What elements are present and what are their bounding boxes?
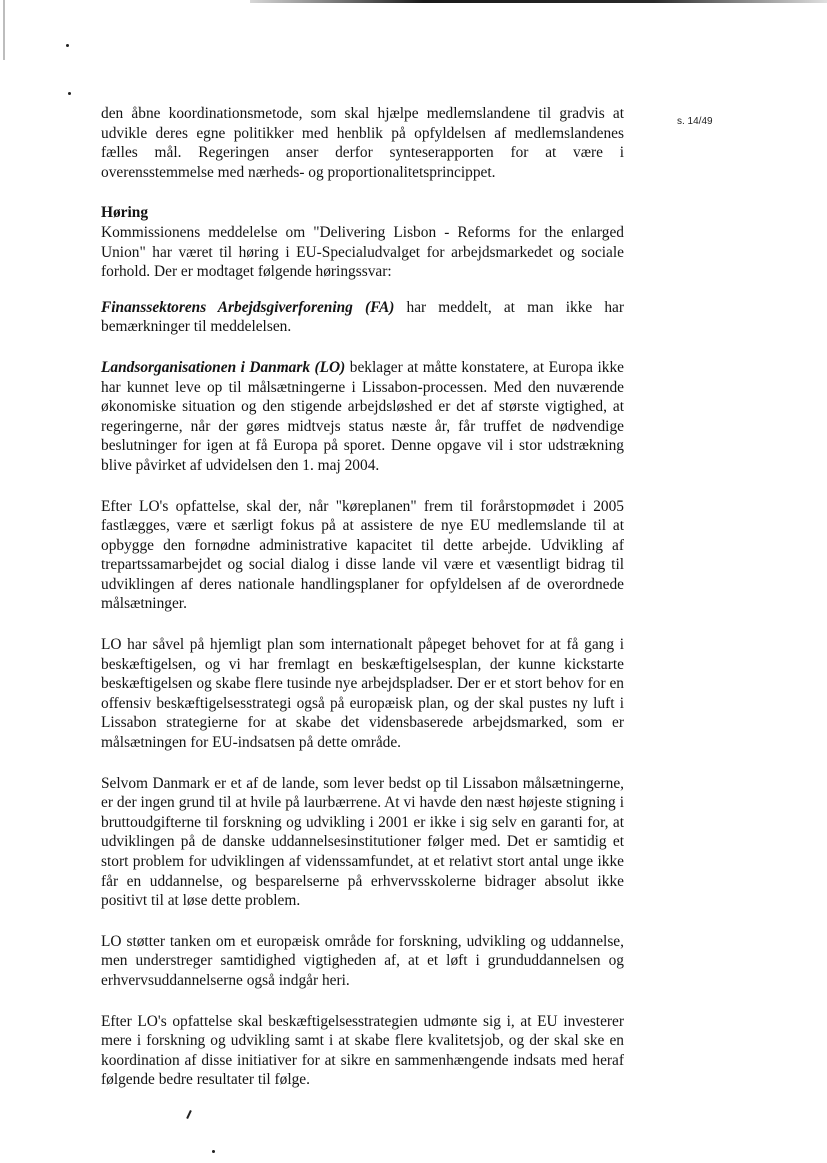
scan-speck: [212, 1150, 215, 1153]
organisation-name-fa: Finanssektorens Arbejdsgiverforening (FA): [101, 298, 395, 316]
response-lo: [101, 358, 624, 476]
pen-mark: [186, 1110, 192, 1119]
scan-edge-top: [250, 0, 827, 3]
organisation-name-lo: Landsorganisationen i Danmark (LO): [101, 358, 346, 376]
section-heading: Høring: [101, 204, 149, 222]
scan-speck: [68, 92, 71, 95]
scan-speck: [66, 44, 69, 47]
document-body: [101, 104, 624, 1111]
lo-paragraph-2: LO har såvel på hjemligt plan som internationalt påpeget behovet for at få gang i beskæftigelsen, og vi har fremlagt en beskæftigelsesplan, der kunne kickstarte beskæftigelsen og skabe flere tusinde nye arbejdspladser. Der er et stort behov for en offensiv beskæftigelsesstrategi også på europæisk plan, og der skal pustes ny luft i Lissabon strategierne for at skabe det vidensbaserede arbejdsmarked, som er målsætningen for EU-indsatsen på dette område.: [101, 636, 624, 752]
response-text-fa: har meddelt, at man ikke har bemærkninger til meddelelsen.: [101, 298, 625, 336]
lo-paragraph-4: LO støtter tanken om et europæisk område for forskning, udvikling og uddannelse, men understreger samtidighed vigtigheden af, at et løft i grunduddannelsen og erhvervsuddannelserne også indgår heri.: [101, 932, 624, 989]
response-fa: [101, 298, 624, 337]
response-text-lo: beklager at måtte konstatere, at Europa ikke har kunnet leve op til målsætningerne i Lissabon-processen. Med den nuværende økonomiske situation og den stigende arbejdsløshed er det af største vigtighed, at regeringerne, når der gøres midtvejs status næste år, får truffet de nødvendige beslutninger for igen at få Europa på sporet. Denne opgave vil i stor udstrækning blive påvirket af udvidelsen den 1. maj 2004.: [101, 358, 624, 474]
lo-paragraph-1: Efter LO's opfattelse, skal der, når "køreplanen" frem til forårstopmødet i 2005 fastlægges, være et særligt fokus på at assistere de nye EU medlemslande til at opbygge den fornødne administrative kapacitet til dette arbejde. Udvikling af trepartssamarbejdet og social dialog i disse lande vil være et væsentligt bidrag til udviklingen af deres nationale handlingsplaner for opfyldelsen af de overordnede målsætninger.: [101, 497, 624, 613]
page-number: s. 14/49: [677, 116, 713, 127]
lo-paragraph-3: Selvom Danmark er et af de lande, som lever bedst op til Lissabon målsætningerne, er der ingen grund til at hvile på laurbærrene. At vi havde den næst højeste stigning i bruttoudgifterne til forskning og udvikling i 2001 er ikke i sig selv en garanti for, at udviklingen på de danske uddannelsesinstitutioner følger med. Det er samtidig et stort problem for udviklingen af videnssamfundet, at et relativt stort antal unge ikke får en uddannelse, og besparelserne på erhvervsskolerne bidrager absolut ikke positivt til at løse dette problem.: [101, 774, 624, 910]
lo-paragraph-5: Efter LO's opfattelse skal beskæftigelsesstrategien udmønte sig i, at EU investerer mere i forskning og udvikling samt i at skabe flere kvalitetsjob, og der skal ske en koordination af disse initiativer for at sikre en sammenhængende indsats med heraf følgende bedre resultater til følge.: [101, 1012, 624, 1089]
scan-edge-left: [3, 0, 5, 60]
paragraph-intro-continuation: den åbne koordinationsmetode, som skal hjælpe medlemslandene til gradvis at udvikle deres egne politikker med henblik på opfyldelsen af medlemslandenes fælles mål. Regeringen anser derfor synteserapporten for at være i overensstemmelse med nærheds- og proportionalitetsprincippet.: [101, 105, 624, 181]
section-intro: Kommissionens meddelelse om "Delivering Lisbon - Reforms for the enlarged Union" har været til høring i EU-Specialudvalget for arbejdsmarkedet og sociale forhold. Der er modtaget følgende høringssvar:: [101, 223, 624, 281]
